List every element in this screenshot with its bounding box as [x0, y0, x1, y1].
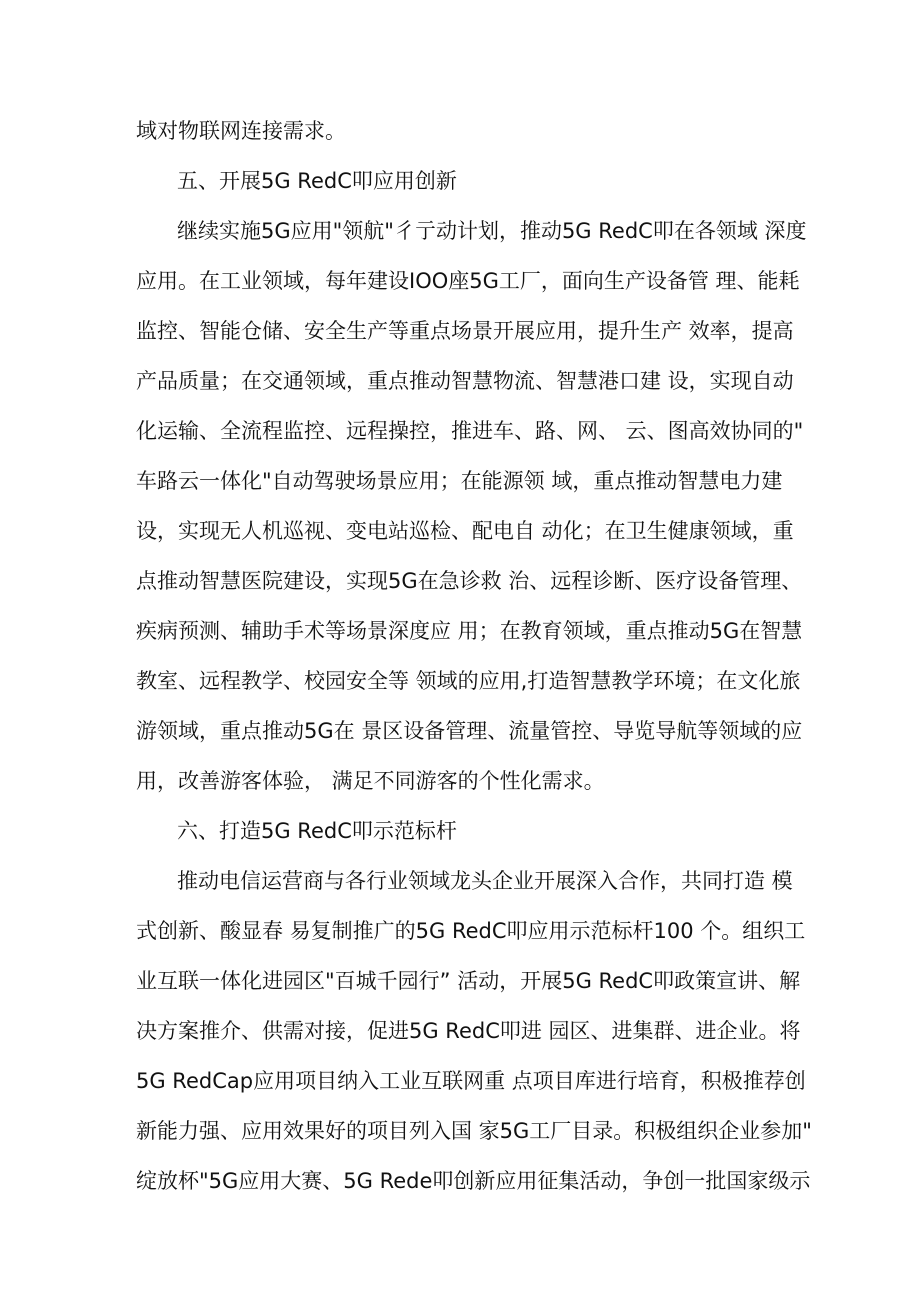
paragraph-line: 绽放杯"5G应用大赛、5G Rede叩创新应用征集活动，争创一批国家级示 — [136, 1169, 811, 1193]
paragraph-line: 5G RedCap应用项目纳入工业互联网重 点项目库进行培育，积极推荐创 — [136, 1069, 806, 1093]
paragraph-line: 点推动智慧医院建设，实现5G在急诊救 治、远程诊断、医疗设备管理、 — [136, 569, 803, 593]
paragraph-line: 产品质量；在交通领域，重点推动智慧物流、智慧港口建 设，实现自动 — [136, 369, 794, 393]
paragraph-line: 继续实施5G应用"领航"彳亍动计划，推动5G RedC叩在各领域 深度 — [177, 219, 807, 243]
paragraph-line: 应用。在工业领域，每年建设IOO座5G工厂，面向生产设备管 理、能耗 — [136, 269, 800, 293]
paragraph-line: 推动电信运营商与各行业领域龙头企业开展深入合作，共同打造 模 — [177, 869, 793, 893]
section-heading-six: 六、打造5G RedC叩示范标杆 — [177, 819, 457, 843]
paragraph-line: 式创新、酸显春 易复制推广的5G RedC叩应用示范标杆100 个。组织工 — [136, 919, 806, 943]
paragraph-line: 游领域，重点推动5G在 景区设备管理、流量管控、导览导航等领域的应 — [136, 719, 803, 743]
paragraph-line: 车路云一体化"自动驾驶场景应用；在能源领 域，重点推动智慧电力建 — [136, 469, 783, 493]
paragraph-line: 业互联一体化进园区"百城千园行” 活动，开展5G RedC叩政策宣讲、解 — [136, 969, 801, 993]
paragraph-line: 疾病预测、辅助手术等场景深度应 用；在教育领域，重点推动5G在智慧 — [136, 619, 803, 643]
paragraph-line: 设，实现无人机巡视、变电站巡检、配电自 动化；在卫生健康领域，重 — [136, 519, 794, 543]
paragraph-continuation-line: 域对物联网连接需求。 — [136, 119, 346, 143]
paragraph-line: 新能力强、应用效果好的项目列入国 家5G工厂目录。积极组织企业参加" — [136, 1119, 812, 1143]
paragraph-line: 化运输、全流程监控、远程操控，推进车、路、网、 云、图高效协同的" — [136, 419, 804, 443]
paragraph-line: 教室、远程教学、校园安全等 领域的应用,打造智慧教学环境；在文化旅 — [136, 669, 801, 693]
paragraph-line: 用，改善游客体验， 满足不同游客的个性化需求。 — [136, 769, 605, 793]
paragraph-line: 监控、智能仓储、安全生产等重点场景开展应用，提升生产 效率，提高 — [136, 319, 794, 343]
paragraph-line: 决方案推介、供需对接，促进5G RedC叩进 园区、进集群、进企业。将 — [136, 1019, 801, 1043]
section-heading-five: 五、开展5G RedC叩应用创新 — [177, 169, 457, 193]
